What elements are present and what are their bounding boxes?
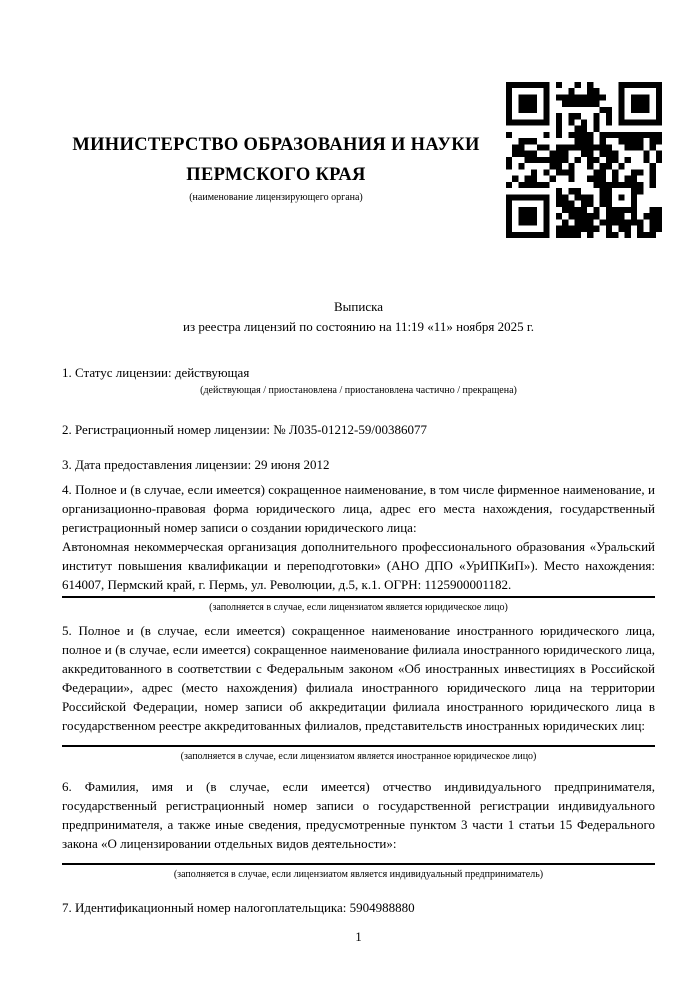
ministry-name-line1: МИНИСТЕРСТВО ОБРАЗОВАНИЯ И НАУКИ (72, 135, 480, 155)
foreign-entity-caption: (заполняется в случае, если лицензиатом является иностранное юридическое лицо) (180, 751, 537, 762)
license-status-options-caption: (действующая / приостановлена / приостановлена частично / прекращена) (200, 385, 517, 396)
field-legal-entity (62, 480, 655, 614)
individual-entrepreneur-caption: (заполняется в случае, если лицензиатом является индивидуальный предприниматель) (173, 869, 544, 880)
foreign-entity-fill-line (62, 745, 655, 747)
legal-entity-fill-line (62, 596, 655, 598)
registration-number-text: 2. Регистрационный номер лицензии: № Л035-01212-59/00386077 (62, 422, 428, 437)
grant-date-text: 3. Дата предоставления лицензии: 29 июня 2012 (62, 457, 330, 472)
field-individual-entrepreneur (62, 777, 655, 881)
page-number: 1 (355, 929, 362, 944)
field-taxpayer-number (62, 898, 655, 918)
ministry-name-line2: ПЕРМСКОГО КРАЯ (186, 165, 366, 185)
licensing-authority-header (62, 130, 490, 205)
legal-entity-label: 4. Полное и (в случае, если имеется) сокращенное наименование, в том числе фирменное наименование, и организационно-правовая форма юридического лица, адрес его места нахождения, государственный регистрационный номер записи о создании юридического лица: (62, 482, 655, 535)
taxpayer-number-text: 7. Идентификационный номер налогоплательщика: 5904988880 (62, 900, 415, 915)
qr-code-icon (506, 82, 662, 238)
legal-entity-value: Автономная некоммерческая организация дополнительного профессионального образования «Уральский институт повышения квалификации и переподготовки» (АНО ДПО «УрИПКиП»). Место нахождения: 614007, Пермский край, г. Пермь, ул. Революции, д.5, к.1. ОГРН: 1125900001182. (62, 539, 655, 592)
legal-entity-caption: (заполняется в случае, если лицензиатом является юридическое лицо) (209, 602, 508, 613)
license-status-text: 1. Статус лицензии: действующая (62, 365, 250, 380)
field-foreign-entity (62, 621, 655, 763)
document-title-line2: из реестра лицензий по состоянию на 11:19 «11» ноября 2025 г. (183, 319, 534, 334)
foreign-entity-label: 5. Полное и (в случае, если имеется) сокращенное наименование иностранного юридического лица, полное и (в случае, если имеется) сокращенное наименование филиала иностранного юридического лица, аккредитованного в соответствии с Федеральным законом «Об иностранных инвестициях в Российской Федерации», адрес (место нахождения) филиала иностранного юридического лица на территории Российской Федерации, номер записи об аккредитации филиала иностранного юридического лица в государственном реестре аккредитованных филиалов, представительств иностранных юридических лиц: (62, 623, 655, 733)
document-title (62, 297, 655, 337)
individual-entrepreneur-label: 6. Фамилия, имя и (в случае, если имеется) отчество индивидуального предпринимателя, государственный регистрационный номер записи о государственной регистрации индивидуального предпринимателя, а также иные сведения, предусмотренные пунктом 3 части 1 статьи 15 Федерального закона «О лицензировании отдельных видов деятельности»: (62, 779, 655, 851)
field-license-status (62, 363, 655, 397)
licensing-authority-caption: (наименование лицензирующего органа) (189, 192, 363, 203)
document-title-line1: Выписка (334, 299, 383, 314)
field-registration-number (62, 420, 655, 440)
field-grant-date (62, 455, 655, 475)
individual-entrepreneur-fill-line (62, 863, 655, 865)
